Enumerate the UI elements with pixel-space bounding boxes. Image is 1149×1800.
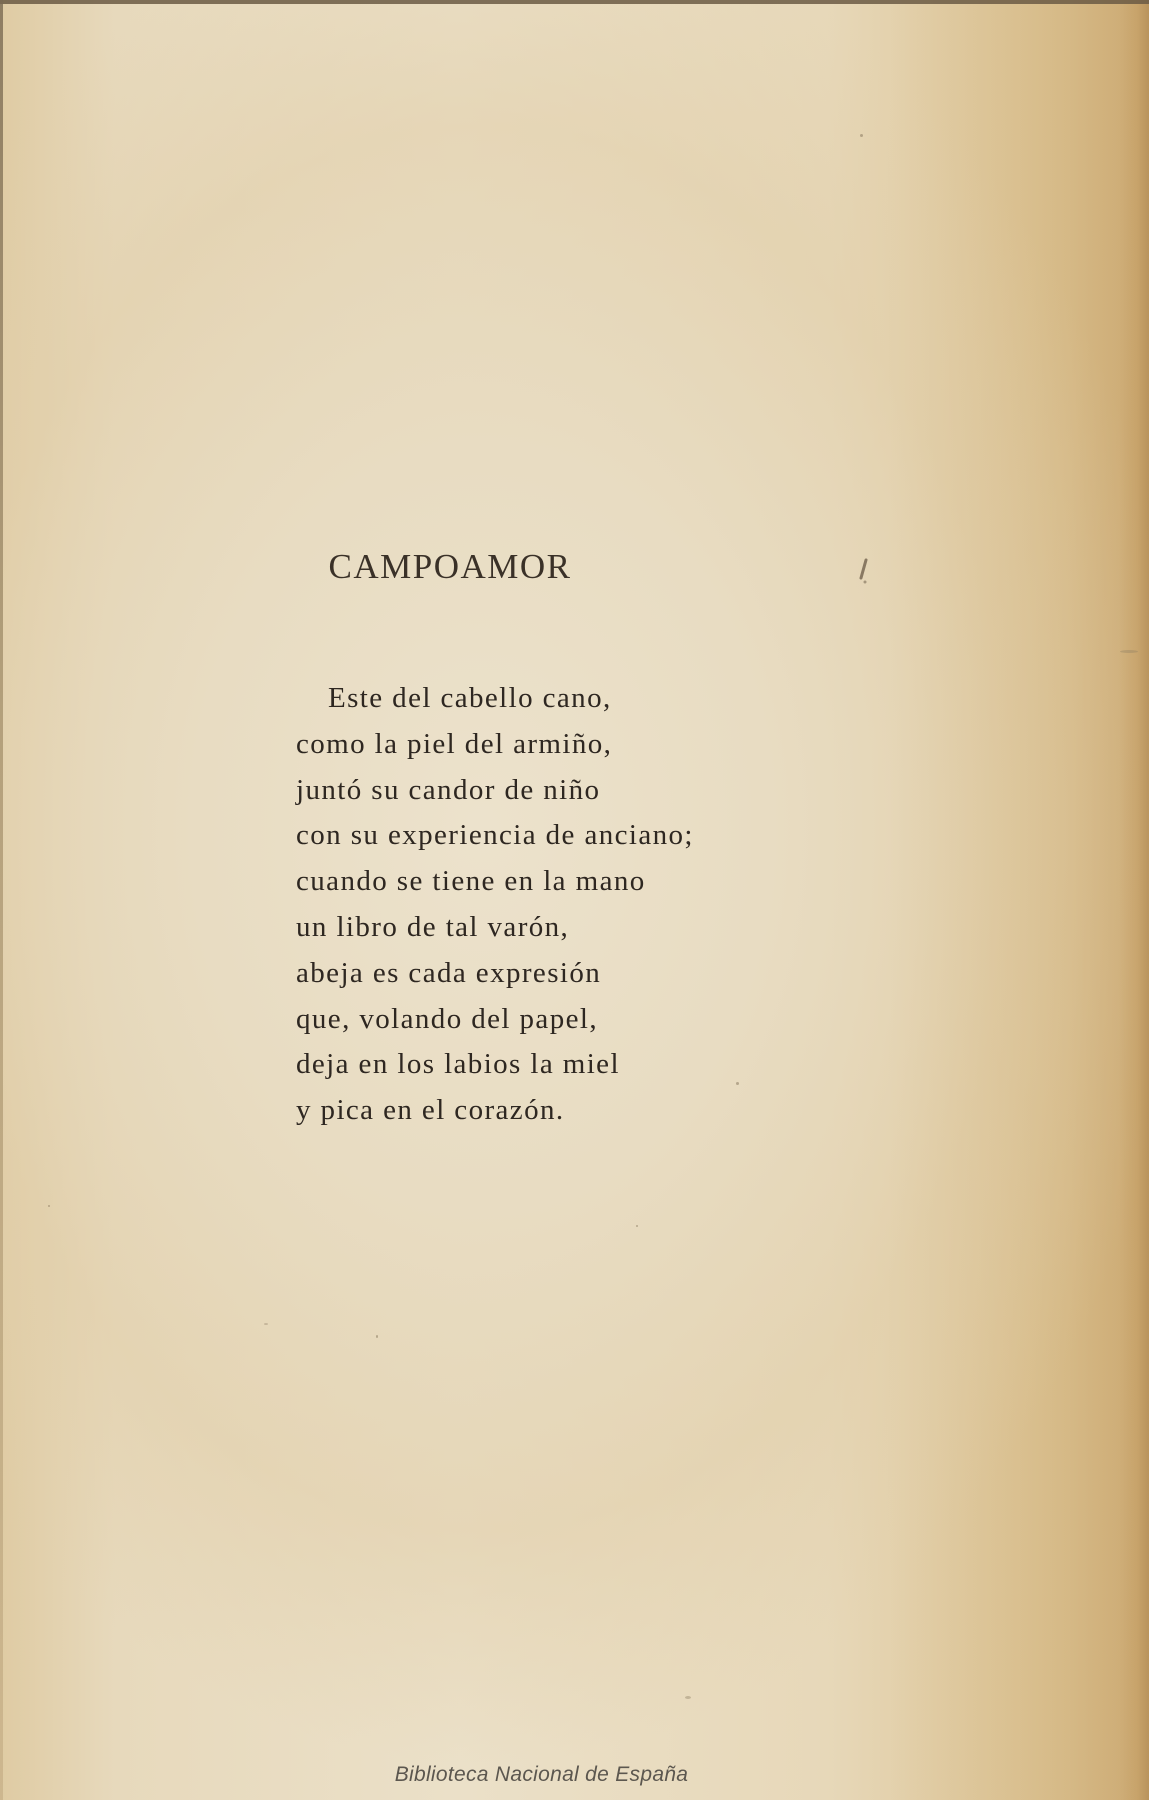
- poem-line: y pica en el corazón.: [296, 1094, 565, 1127]
- poem-line: un libro de tal varón,: [296, 910, 570, 943]
- poem: [296, 676, 694, 1134]
- paper-speck: [1120, 650, 1138, 653]
- paper-speck: [736, 1082, 739, 1085]
- poem-line: como la piel del armiño,: [296, 727, 613, 760]
- poem-line: cuando se tiene en la mano: [296, 865, 646, 898]
- library-watermark: [0, 1763, 1149, 1787]
- paper-speck: [376, 1335, 378, 1338]
- page-top-edge: [0, 0, 1149, 4]
- poem-line: juntó su candor de niño: [296, 773, 601, 806]
- paper-speck: [860, 134, 863, 137]
- library-watermark-text: Biblioteca Nacional de España: [394, 1763, 689, 1786]
- paper-speck: [636, 1225, 638, 1227]
- poem-line: abeja es cada expresión: [296, 956, 602, 989]
- paper-speck: [685, 1696, 691, 1699]
- paper-speck: [264, 1323, 268, 1325]
- poem-line: que, volando del papel,: [296, 1002, 598, 1035]
- page-right-edge: [1119, 0, 1149, 1800]
- page-shading: [889, 0, 1149, 1800]
- poem-title: CAMPOAMOR: [328, 547, 572, 586]
- poem-line: deja en los labios la miel: [296, 1048, 620, 1081]
- poem-line: Este del cabello cano,: [328, 682, 612, 714]
- paper-speck: [48, 1205, 50, 1207]
- page-left-edge: [0, 0, 3, 1800]
- poem-line: con su experiencia de anciano;: [296, 819, 694, 852]
